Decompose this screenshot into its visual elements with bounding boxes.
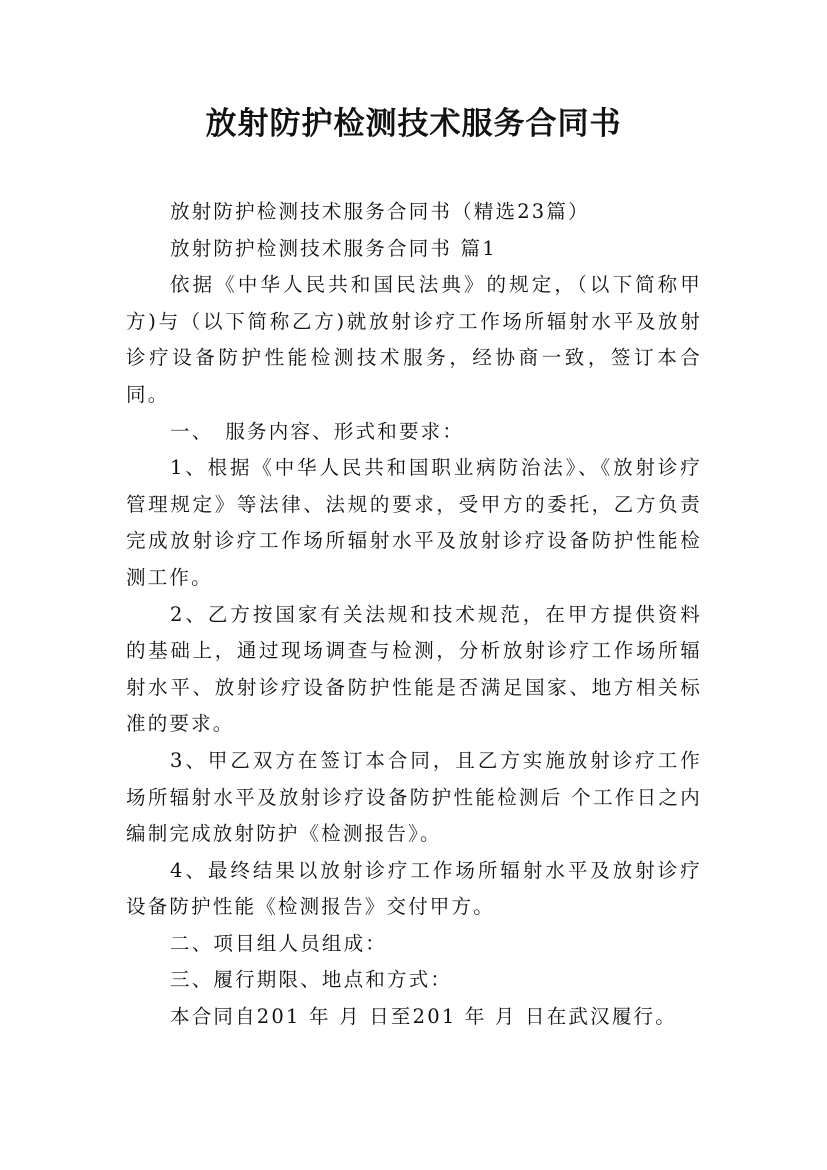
clause-heading-3: 三、履行期限、地点和方式： bbox=[170, 968, 453, 992]
document-title: 放射防护检测技术服务合同书 bbox=[205, 106, 622, 142]
clause-item-3: 3、甲乙双方在签订本合同，且乙方实施放射诊疗工作场所辐射水平及放射诊疗设备防护性能检测后 个工作日之内编制完成放射防护《检测报告》。 bbox=[126, 748, 702, 846]
document-body bbox=[126, 194, 702, 1036]
clause-heading-1: 一、 服务内容、形式和要求： bbox=[170, 419, 465, 443]
intro-paragraph: 依据《中华人民共和国民法典》的规定，（以下简称甲方)与（以下简称乙方)就放射诊疗工作场所辐射水平及放射诊疗设备防护性能检测技术服务，经协商一致，签订本合同。 bbox=[126, 273, 702, 406]
clause-item-4: 4、最终结果以放射诊疗工作场所辐射水平及放射诊疗设备防护性能《检测报告》交付甲方。 bbox=[126, 858, 702, 919]
clause-item-2: 2、乙方按国家有关法规和技术规范，在甲方提供资料的基础上，通过现场调查与检测，分析放射诊疗工作场所辐射水平、放射诊疗设备防护性能是否满足国家、地方相关标准的要求。 bbox=[126, 602, 702, 736]
subtitle-paragraph: 放射防护检测技术服务合同书（精选23篇） bbox=[170, 200, 590, 223]
term-paragraph: 本合同自201 年 月 日至201 年 月 日在武汉履行。 bbox=[170, 1005, 677, 1029]
clause-item-1: 1、根据《中华人民共和国职业病防治法》、《放射诊疗管理规定》等法律、法规的要求，受甲方的委托，乙方负责完成放射诊疗工作场所辐射水平及放射诊疗设备防护性能检测工作。 bbox=[126, 456, 702, 589]
section-heading: 放射防护检测技术服务合同书 篇1 bbox=[170, 236, 497, 260]
clause-heading-2: 二、项目组人员组成： bbox=[170, 931, 388, 955]
